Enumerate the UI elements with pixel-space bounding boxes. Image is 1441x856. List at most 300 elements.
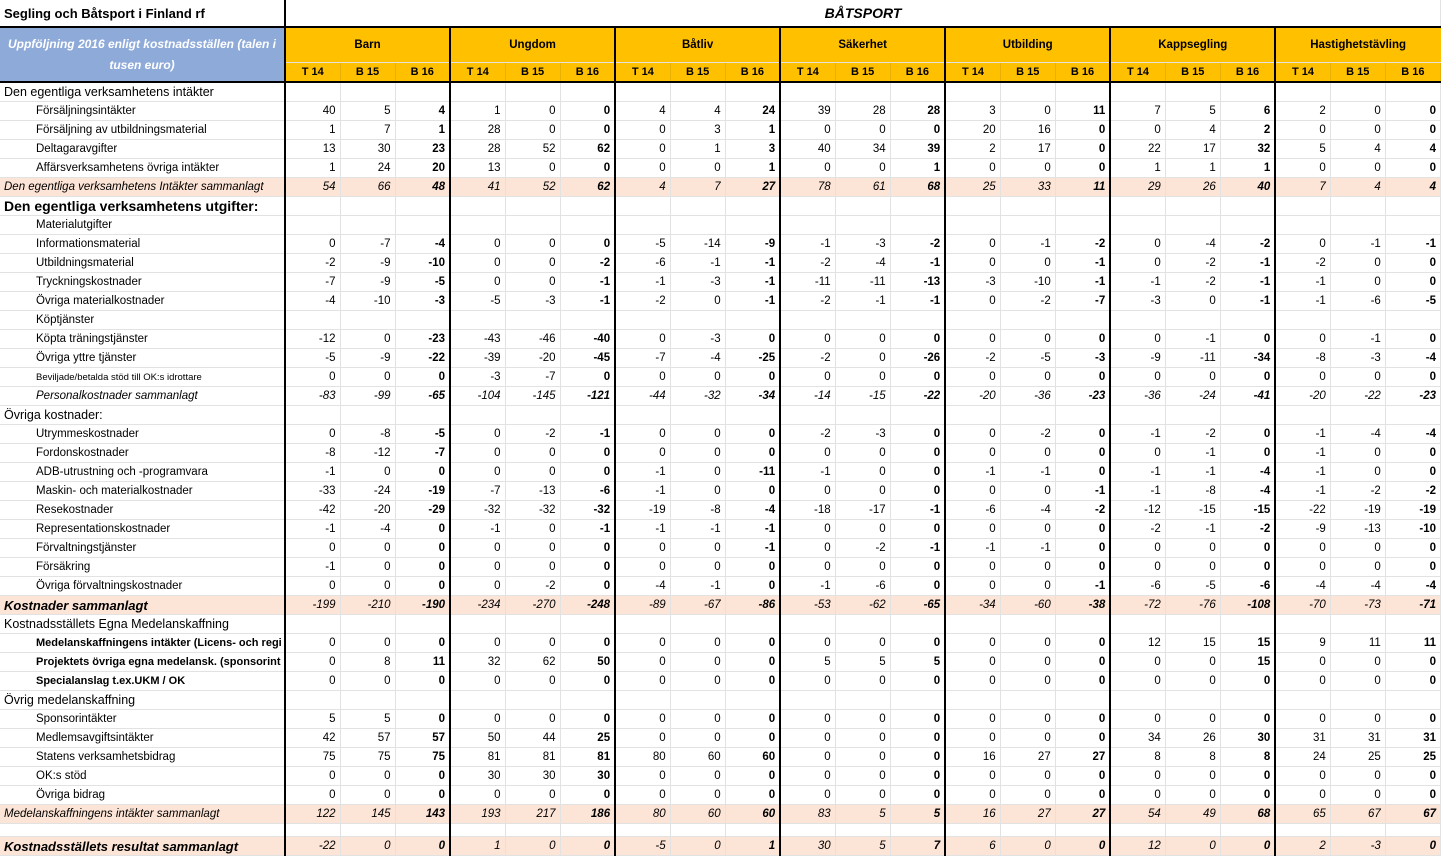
table-row (0, 577, 1441, 596)
row-label: Tryckningskostnader (0, 273, 285, 292)
value-cell: 30 (780, 837, 835, 856)
value-cell: -9 (725, 235, 780, 254)
column-label: B 16 (1220, 63, 1275, 83)
value-cell: 0 (1165, 558, 1220, 577)
value-cell: 0 (670, 729, 725, 748)
value-cell: -1 (1275, 425, 1330, 444)
row-label: Övriga materialkostnader (0, 292, 285, 311)
value-cell: -4 (1220, 463, 1275, 482)
value-cell: 0 (505, 159, 560, 178)
value-cell (1275, 197, 1330, 216)
value-cell (1000, 824, 1055, 837)
value-cell: -1 (1110, 482, 1165, 501)
value-cell: 0 (945, 254, 1000, 273)
value-cell: 16 (945, 805, 1000, 824)
row-label: Beviljade/betalda stöd till OK:s idrottare (0, 368, 285, 387)
value-cell: -6 (615, 254, 670, 273)
value-cell: 0 (670, 634, 725, 653)
value-cell (560, 197, 615, 216)
group-header: Utbilding (945, 27, 1110, 63)
value-cell: 0 (1055, 786, 1110, 805)
value-cell: 0 (945, 729, 1000, 748)
value-cell: 0 (670, 463, 725, 482)
value-cell: 0 (725, 558, 780, 577)
value-cell: 0 (615, 159, 670, 178)
value-cell: 0 (1330, 710, 1385, 729)
value-cell: -1 (615, 520, 670, 539)
value-cell: 44 (505, 729, 560, 748)
value-cell: 0 (505, 634, 560, 653)
value-cell: -1 (1275, 273, 1330, 292)
value-cell: -7 (450, 482, 505, 501)
column-label: B 16 (725, 63, 780, 83)
value-cell: -20 (340, 501, 395, 520)
value-cell: 60 (670, 748, 725, 767)
value-cell (1165, 311, 1220, 330)
value-cell: 0 (835, 748, 890, 767)
value-cell: 5 (1275, 140, 1330, 159)
value-cell: 0 (945, 577, 1000, 596)
value-cell: 0 (1000, 520, 1055, 539)
value-cell: -23 (1385, 387, 1440, 406)
value-cell: 0 (340, 558, 395, 577)
value-cell: 0 (1220, 368, 1275, 387)
value-cell: 62 (560, 140, 615, 159)
value-cell: -6 (1220, 577, 1275, 596)
value-cell: -20 (945, 387, 1000, 406)
value-cell (505, 406, 560, 425)
value-cell: -6 (1110, 577, 1165, 596)
value-cell: 0 (890, 520, 945, 539)
value-cell: 0 (1000, 102, 1055, 121)
value-cell: 60 (725, 748, 780, 767)
value-cell: 0 (615, 140, 670, 159)
column-label: T 14 (1110, 63, 1165, 83)
row-label: Köpta träningstjänster (0, 330, 285, 349)
value-cell: 60 (725, 805, 780, 824)
value-cell: -2 (780, 254, 835, 273)
value-cell: 0 (1330, 254, 1385, 273)
value-cell: 0 (1000, 159, 1055, 178)
value-cell (1385, 406, 1440, 425)
value-cell: 0 (725, 767, 780, 786)
value-cell (1220, 216, 1275, 235)
value-cell: -7 (395, 444, 450, 463)
value-cell: 0 (615, 330, 670, 349)
value-cell: -1 (1165, 444, 1220, 463)
value-cell (835, 311, 890, 330)
value-cell (1275, 311, 1330, 330)
value-cell: -9 (1275, 520, 1330, 539)
value-cell: 0 (1330, 786, 1385, 805)
value-cell (285, 82, 340, 102)
column-label: T 14 (450, 63, 505, 83)
value-cell: 0 (945, 786, 1000, 805)
value-cell: 0 (1000, 577, 1055, 596)
value-cell: 0 (835, 444, 890, 463)
value-cell: 0 (1165, 710, 1220, 729)
value-cell: -45 (560, 349, 615, 368)
value-cell: 0 (505, 672, 560, 691)
value-cell: 0 (835, 634, 890, 653)
row-label: Affärsverksamhetens övriga intäkter (0, 159, 285, 178)
table-row (0, 805, 1441, 824)
value-cell: 0 (450, 254, 505, 273)
value-cell: 0 (670, 292, 725, 311)
value-cell: -72 (1110, 596, 1165, 615)
value-cell (285, 197, 340, 216)
value-cell: 0 (395, 463, 450, 482)
table-row (0, 140, 1441, 159)
value-cell: 66 (340, 178, 395, 197)
value-cell (890, 82, 945, 102)
value-cell: 12 (1110, 837, 1165, 856)
table-row (0, 82, 1441, 102)
value-cell: 27 (1055, 805, 1110, 824)
value-cell: 26 (1165, 178, 1220, 197)
value-cell: -3 (1110, 292, 1165, 311)
value-cell: -9 (340, 254, 395, 273)
value-cell: -7 (285, 273, 340, 292)
value-cell: 54 (1110, 805, 1165, 824)
value-cell: 0 (1000, 368, 1055, 387)
value-cell: 3 (945, 102, 1000, 121)
value-cell (450, 691, 505, 710)
table-row (0, 425, 1441, 444)
table-row (0, 539, 1441, 558)
value-cell: 0 (835, 520, 890, 539)
value-cell: 40 (780, 140, 835, 159)
value-cell: 0 (1055, 710, 1110, 729)
value-cell (1165, 197, 1220, 216)
value-cell: 68 (1220, 805, 1275, 824)
value-cell (395, 824, 450, 837)
value-cell: -1 (560, 292, 615, 311)
value-cell (285, 216, 340, 235)
value-cell: 5 (890, 805, 945, 824)
value-cell (835, 824, 890, 837)
value-cell: -4 (1385, 349, 1440, 368)
value-cell: 217 (505, 805, 560, 824)
value-cell: 0 (615, 672, 670, 691)
value-cell: -15 (1165, 501, 1220, 520)
value-cell (395, 615, 450, 634)
value-cell: 0 (670, 425, 725, 444)
value-cell: 0 (1220, 425, 1275, 444)
value-cell: -89 (615, 596, 670, 615)
table-row (0, 710, 1441, 729)
value-cell (1055, 824, 1110, 837)
value-cell: 0 (1275, 653, 1330, 672)
table-row (0, 786, 1441, 805)
column-label: T 14 (780, 63, 835, 83)
value-cell: -2 (1055, 235, 1110, 254)
column-label: B 15 (1330, 63, 1385, 83)
value-cell: 34 (835, 140, 890, 159)
value-cell: 0 (1000, 653, 1055, 672)
row-label: ADB-utrustning och -programvara (0, 463, 285, 482)
value-cell: 80 (615, 748, 670, 767)
value-cell: 186 (560, 805, 615, 824)
row-label: Förvaltningstjänster (0, 539, 285, 558)
value-cell: 122 (285, 805, 340, 824)
value-cell: 11 (1055, 178, 1110, 197)
value-cell: -1 (780, 235, 835, 254)
value-cell: 0 (340, 539, 395, 558)
value-cell: 0 (945, 558, 1000, 577)
value-cell: -199 (285, 596, 340, 615)
value-cell: 0 (1330, 672, 1385, 691)
value-cell: 4 (670, 102, 725, 121)
value-cell: 1 (285, 121, 340, 140)
row-label: Deltagaravgifter (0, 140, 285, 159)
value-cell: 0 (1055, 368, 1110, 387)
value-cell: 0 (670, 539, 725, 558)
value-cell: 1 (890, 159, 945, 178)
value-cell: -5 (1000, 349, 1055, 368)
value-cell: 0 (505, 520, 560, 539)
value-cell: 1 (450, 837, 505, 856)
value-cell: -2 (1165, 254, 1220, 273)
value-cell (835, 216, 890, 235)
value-cell: 0 (1000, 482, 1055, 501)
value-cell: -1 (670, 520, 725, 539)
value-cell: 0 (725, 444, 780, 463)
column-label: B 15 (1165, 63, 1220, 83)
column-label: B 16 (395, 63, 450, 83)
column-label: T 14 (285, 63, 340, 83)
value-cell: 0 (835, 482, 890, 501)
column-label: B 15 (1000, 63, 1055, 83)
value-cell: -190 (395, 596, 450, 615)
value-cell: 0 (670, 767, 725, 786)
value-cell: 0 (945, 235, 1000, 254)
value-cell: 0 (780, 121, 835, 140)
value-cell: 0 (1330, 273, 1385, 292)
value-cell (890, 615, 945, 634)
value-cell: 0 (1385, 121, 1440, 140)
value-cell: -2 (1055, 501, 1110, 520)
value-cell: 0 (285, 653, 340, 672)
value-cell: 0 (945, 672, 1000, 691)
row-label: Specialanslag t.ex.UKM / OK (0, 672, 285, 691)
value-cell: -1 (945, 463, 1000, 482)
row-label: Övriga förvaltningskostnader (0, 577, 285, 596)
value-cell (1000, 615, 1055, 634)
value-cell: -7 (615, 349, 670, 368)
table-row (0, 273, 1441, 292)
value-cell: 0 (1000, 330, 1055, 349)
value-cell (945, 691, 1000, 710)
table-row (0, 159, 1441, 178)
value-cell: -24 (340, 482, 395, 501)
value-cell: 62 (560, 178, 615, 197)
group-header: Båtliv (615, 27, 780, 63)
value-cell (890, 197, 945, 216)
column-label: B 15 (340, 63, 395, 83)
value-cell: 0 (340, 368, 395, 387)
value-cell: -12 (340, 444, 395, 463)
value-cell: 0 (1110, 539, 1165, 558)
row-label: Resekostnader (0, 501, 285, 520)
value-cell: -1 (725, 254, 780, 273)
value-cell (1385, 82, 1440, 102)
value-cell: -1 (1330, 330, 1385, 349)
value-cell (560, 216, 615, 235)
value-cell: 8 (1110, 748, 1165, 767)
table-row (0, 729, 1441, 748)
value-cell: 0 (890, 121, 945, 140)
table-row (0, 406, 1441, 425)
value-cell: -1 (1110, 273, 1165, 292)
value-cell: 11 (1055, 102, 1110, 121)
value-cell: 0 (285, 672, 340, 691)
value-cell: 0 (1000, 672, 1055, 691)
value-cell: 0 (1000, 444, 1055, 463)
value-cell: 0 (340, 767, 395, 786)
value-cell: -10 (1385, 520, 1440, 539)
value-cell: 0 (285, 235, 340, 254)
value-cell: -11 (835, 273, 890, 292)
value-cell: 0 (780, 520, 835, 539)
value-cell: 68 (890, 178, 945, 197)
value-cell: 0 (1055, 653, 1110, 672)
value-cell: 0 (1165, 653, 1220, 672)
value-cell: 25 (560, 729, 615, 748)
value-cell: 0 (1220, 767, 1275, 786)
row-label: Kostnadsställets Egna Medelanskaffning (0, 615, 285, 634)
value-cell: -14 (670, 235, 725, 254)
value-cell (890, 406, 945, 425)
row-label: Materialutgifter (0, 216, 285, 235)
value-cell: -2 (1110, 520, 1165, 539)
value-cell: 9 (1275, 634, 1330, 653)
value-cell: -9 (340, 349, 395, 368)
value-cell: 0 (1110, 767, 1165, 786)
value-cell: 0 (1385, 672, 1440, 691)
value-cell: 25 (1385, 748, 1440, 767)
value-cell: 67 (1330, 805, 1385, 824)
value-cell: 5 (890, 653, 945, 672)
value-cell: 5 (835, 805, 890, 824)
value-cell: -22 (285, 837, 340, 856)
value-cell: -3 (945, 273, 1000, 292)
value-cell: 0 (505, 710, 560, 729)
value-cell: 0 (1110, 786, 1165, 805)
value-cell: 0 (560, 121, 615, 140)
value-cell: 0 (340, 837, 395, 856)
value-cell (1165, 406, 1220, 425)
value-cell: 6 (1220, 102, 1275, 121)
value-cell: 0 (835, 710, 890, 729)
value-cell: -1 (835, 292, 890, 311)
value-cell: 0 (505, 837, 560, 856)
value-cell: -86 (725, 596, 780, 615)
value-cell (450, 197, 505, 216)
value-cell: -60 (1000, 596, 1055, 615)
value-cell: 12 (1110, 634, 1165, 653)
value-cell: 0 (340, 672, 395, 691)
value-cell: -29 (395, 501, 450, 520)
table-row (0, 520, 1441, 539)
value-cell: 50 (560, 653, 615, 672)
value-cell: -32 (670, 387, 725, 406)
value-cell: 0 (945, 634, 1000, 653)
value-cell: 30 (560, 767, 615, 786)
value-cell: 80 (615, 805, 670, 824)
value-cell (1275, 82, 1330, 102)
value-cell: 0 (1385, 558, 1440, 577)
value-cell: -5 (395, 273, 450, 292)
value-cell: 0 (450, 444, 505, 463)
value-cell (615, 216, 670, 235)
value-cell (340, 824, 395, 837)
value-cell: 0 (780, 159, 835, 178)
value-cell: -34 (1220, 349, 1275, 368)
column-label: B 16 (1055, 63, 1110, 83)
value-cell: 0 (835, 330, 890, 349)
value-cell: 5 (340, 102, 395, 121)
value-cell: 17 (1000, 140, 1055, 159)
value-cell (1220, 197, 1275, 216)
row-label: Övriga bidrag (0, 786, 285, 805)
value-cell: 31 (1330, 729, 1385, 748)
value-cell: 0 (560, 102, 615, 121)
value-cell (395, 216, 450, 235)
value-cell: -3 (450, 368, 505, 387)
value-cell: 0 (560, 235, 615, 254)
value-cell (1385, 216, 1440, 235)
value-cell: -2 (1385, 482, 1440, 501)
value-cell: 0 (615, 425, 670, 444)
row-label: Försäljningsintäkter (0, 102, 285, 121)
title-row (0, 0, 1441, 27)
value-cell: 0 (615, 558, 670, 577)
value-cell: 0 (340, 577, 395, 596)
value-cell: -1 (615, 482, 670, 501)
value-cell (340, 615, 395, 634)
value-cell: 0 (890, 368, 945, 387)
value-cell: 0 (835, 463, 890, 482)
value-cell: -3 (1330, 349, 1385, 368)
value-cell: 75 (340, 748, 395, 767)
value-cell: 0 (835, 558, 890, 577)
value-cell: -2 (1000, 292, 1055, 311)
value-cell (725, 824, 780, 837)
value-cell: -1 (1110, 463, 1165, 482)
value-cell: 0 (1000, 767, 1055, 786)
value-cell: -11 (780, 273, 835, 292)
group-header: Barn (285, 27, 450, 63)
value-cell: 61 (835, 178, 890, 197)
column-label: T 14 (615, 63, 670, 83)
value-cell: -15 (835, 387, 890, 406)
value-cell: -2 (1220, 520, 1275, 539)
value-cell: 17 (1165, 140, 1220, 159)
value-cell: 0 (395, 837, 450, 856)
value-cell (505, 82, 560, 102)
value-cell: 0 (450, 672, 505, 691)
value-cell: 0 (340, 330, 395, 349)
value-cell: -108 (1220, 596, 1275, 615)
value-cell (1385, 824, 1440, 837)
value-cell (1330, 406, 1385, 425)
value-cell: 24 (1275, 748, 1330, 767)
row-label: Medlemsavgiftsintäkter (0, 729, 285, 748)
value-cell: -1 (1220, 254, 1275, 273)
value-cell: 0 (1000, 710, 1055, 729)
value-cell: -4 (835, 254, 890, 273)
